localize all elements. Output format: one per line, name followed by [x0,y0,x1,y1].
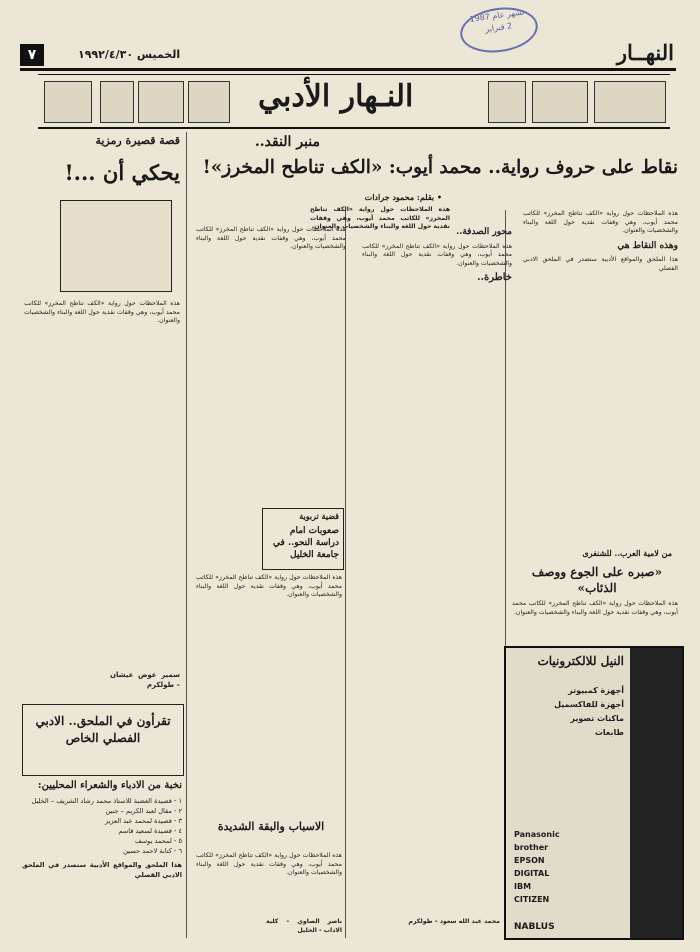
brand-label: EPSON [514,856,545,865]
masthead [20,40,676,71]
newspaper-logo: النهــار [616,40,674,65]
poem-title: «صبره على الجوع ووصف الذئاب» [531,565,663,595]
story-title: يحكي أن ...! [64,160,180,185]
quill-illustration [188,81,230,123]
reader-box-title: تقرأون في الملحق.. الادبي الفصلي الخاص [35,714,171,745]
supplement-header [38,74,670,129]
lamp-illustration [100,81,134,123]
closing-author: محمد عبد الله سعود – طولكرم [408,918,500,925]
column-text: هذه الملاحظات حول رواية «الكف تناطح المخرز» للكاتب محمد أيوب، وهي وقفات نقدية حول اللغة والبناء والشخصيات والعنوان. [196,226,346,251]
poem-kicker: من لامية العرب.. للشنفرى [582,548,672,558]
ad-lines [514,684,624,804]
column-text: هذه الملاحظات حول رواية «الكف تناطح المخرز» للكاتب محمد أيوب، وهي وقفات نقدية حول اللغة والبناء والشخصيات والعنوان. [523,210,678,235]
brand-label: CITIZEN [514,895,550,904]
reader-illustration [44,81,92,123]
article-column-3 [196,226,346,496]
article-lead: هذه الملاحظات حول رواية «الكف تناطح المخرز» للكاتب محمد أيوب، وهي وقفات نقدية حول اللغة والبناء والشخصيات والعنوان. [310,206,450,231]
list-item: ٦ - كتابة لاحمد حسين [123,847,182,855]
education-box [262,508,344,570]
column-text: هذا الملحق والمواقع الأدبية ستصدر في الملحق الادبي الفصلي [523,256,678,272]
ad-line: ماكنات تصوير [570,714,624,723]
books-illustration [532,81,588,123]
list-item: ٣ - قصيدة لمحمد عبد العزيز [104,817,182,825]
causes-title: الاسباب والبقة الشديدة [217,820,325,833]
column-text: هذه الملاحظات حول رواية «الكف تناطح المخرز» للكاتب محمد أيوب، وهي وقفات نقدية حول اللغة والبناء والشخصيات والعنوان. [362,242,512,267]
subhead-thought: خاطرة.. [477,272,512,284]
story-kicker: قصة قصيرة رمزية [95,134,180,147]
book-illustration [138,81,184,123]
column-divider [186,132,187,938]
reader-box-subtitle: نخبة من الادباء والشعراء المحليين: [37,780,182,791]
education-kicker: قضية تربوية [299,511,339,521]
ad-line: طابعات [594,728,624,737]
stamp-line-1: تشهر عام 1987 [469,7,525,24]
ad-brands [514,828,624,906]
ad-line: أجهزة كمبيوتر [568,686,624,695]
list-item: ١ - قصيدة الغضبة للاستاذ محمد رشاد الشريف – الخليل [31,797,182,805]
subhead-points: وهذه النقاط هي [617,240,678,251]
brand-label: brother [514,843,549,852]
education-text: هذه الملاحظات حول رواية «الكف تناطح المخرز» للكاتب محمد أيوب، وهي وقفات نقدية حول اللغة والبناء والشخصيات والعنوان. [196,574,342,599]
flower-illustration [488,81,526,123]
poem-text [512,600,678,640]
page-number: ٧ [20,44,44,66]
supplement-title: النـهار الأدبي [258,79,414,114]
article-kicker: منبر النقد.. [254,134,320,150]
open-book-illustration [594,81,666,123]
article-headline: نقاط على حروف رواية.. محمد أيوب: «الكف تناطح المخرز»! [202,157,678,178]
issue-date: الخميس ١٩٩٢/٤/٣٠ [78,48,181,61]
story-illustration [60,200,172,292]
education-body [196,574,342,814]
education-author: ناصر الصاوي – كلية الاداب - الخليل [266,918,342,934]
reader-list [22,796,182,916]
brand-label: IBM [514,882,532,891]
education-title: صعوبات امام دراسة النحو.. في جامعة الخليل [273,526,339,560]
list-item: ٤ - قصيدة لسعيد قاسم [118,827,182,835]
story-text: هذه الملاحظات حول رواية «الكف تناطح المخرز» للكاتب محمد أيوب، وهي وقفات نقدية حول اللغة والبناء والشخصيات والعنوان. [24,300,180,325]
ad-city: NABLUS [514,922,555,932]
causes-body [196,852,342,916]
article-byline: • بقلم: محمود جرادات [364,192,442,202]
brand-label: DIGITAL [514,869,550,878]
story-body [24,300,180,670]
footer-note: هذا الملحق والمواقع الأدبية ستصدر في الملحق الادبي الفصلي [22,861,182,879]
stamp-line-2: 2 فبراير [484,21,513,34]
article-column-2 [362,228,512,648]
causes-text: هذه الملاحظات حول رواية «الكف تناطح المخرز» للكاتب محمد أيوب، وهي وقفات نقدية حول اللغة والبناء والشخصيات والعنوان. [196,852,342,877]
subhead-chance: محور الصدفة.. [456,227,512,237]
ad-line: أجهزة للفاكسميل [554,700,624,709]
electronics-advertisement [504,646,684,940]
list-item: ٢ - مقال لعبد الكريم – جنين [105,807,182,815]
ad-brand: النيل للالكترونيات [537,654,624,668]
brand-label: Panasonic [514,830,560,839]
story-author: سمير عوض عيشان – طولكرم [110,671,180,689]
list-item: ٥ - لمحمد يوسف [134,837,182,845]
poem-verse: هذه الملاحظات حول رواية «الكف تناطح المخرز» للكاتب محمد أيوب، وهي وقفات نقدية حول اللغة والبناء والشخصيات والعنوان. [512,600,678,616]
ad-side-band [630,648,682,938]
reader-box [22,704,184,776]
